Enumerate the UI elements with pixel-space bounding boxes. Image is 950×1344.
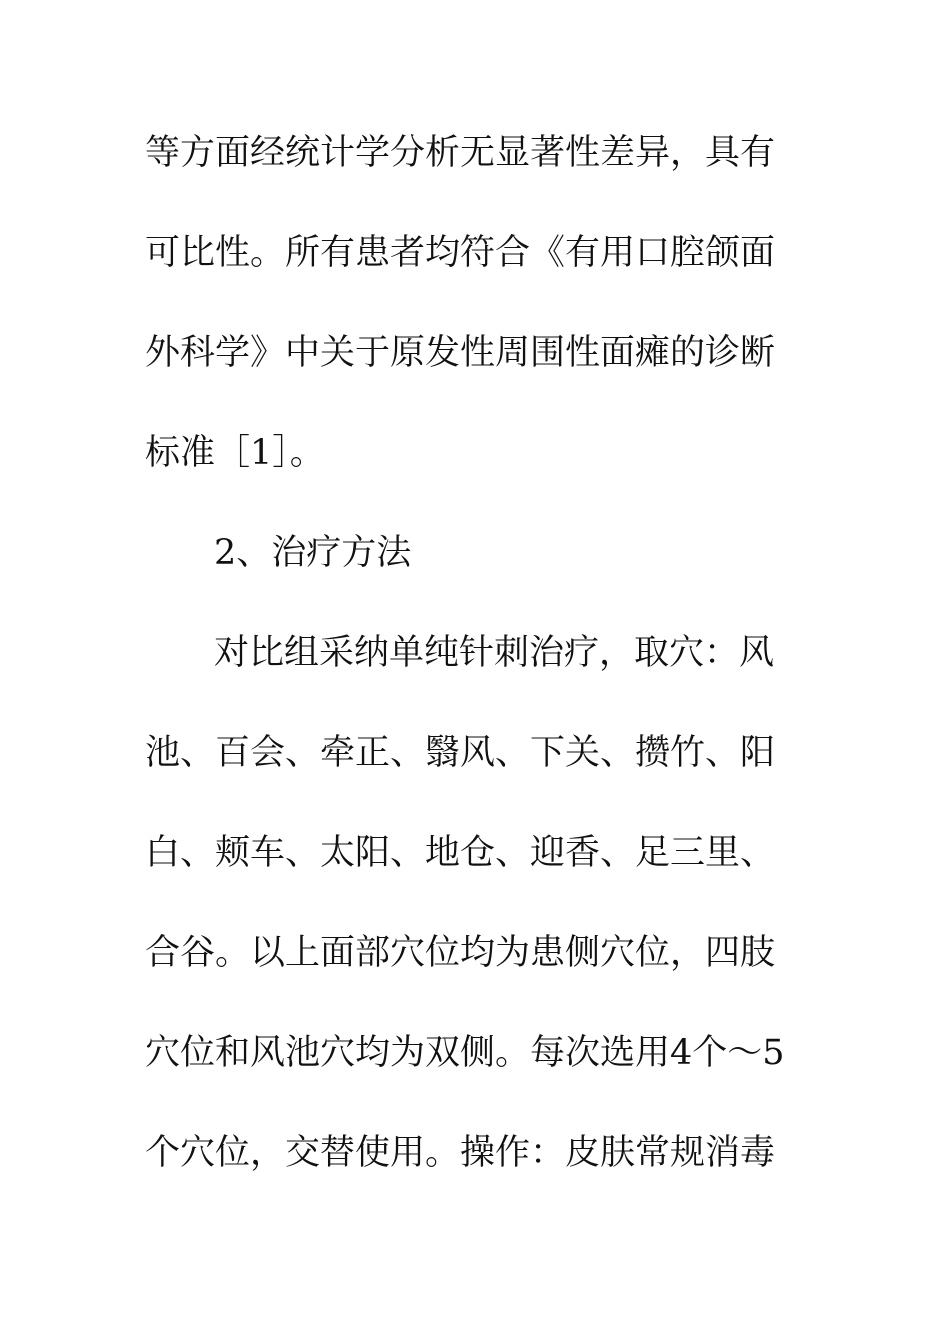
- section-heading: 2、治疗方法: [214, 533, 412, 573]
- text-line: 穴位和风池穴均为双侧。每次选用4个～5: [145, 1033, 785, 1073]
- text-line: 合谷。以上面部穴位均为患侧穴位，四肢: [145, 933, 776, 973]
- text-line: 标准［1］。: [145, 433, 325, 473]
- text-line: 可比性。所有患者均符合《有用口腔颌面: [145, 233, 776, 273]
- paragraph-first-line: 对比组采纳单纯针刺治疗，取穴：风: [214, 633, 775, 673]
- text-line: 池、百会、牵正、翳风、下关、攒竹、阳: [145, 733, 776, 773]
- text-line: 个穴位，交替使用。操作：皮肤常规消毒: [145, 1133, 776, 1173]
- text-line: 白、颊车、太阳、地仓、迎香、足三里、: [145, 833, 776, 873]
- text-line: 等方面经统计学分析无显著性差异，具有: [145, 133, 776, 173]
- text-line: 外科学》中关于原发性周围性面瘫的诊断: [145, 333, 776, 373]
